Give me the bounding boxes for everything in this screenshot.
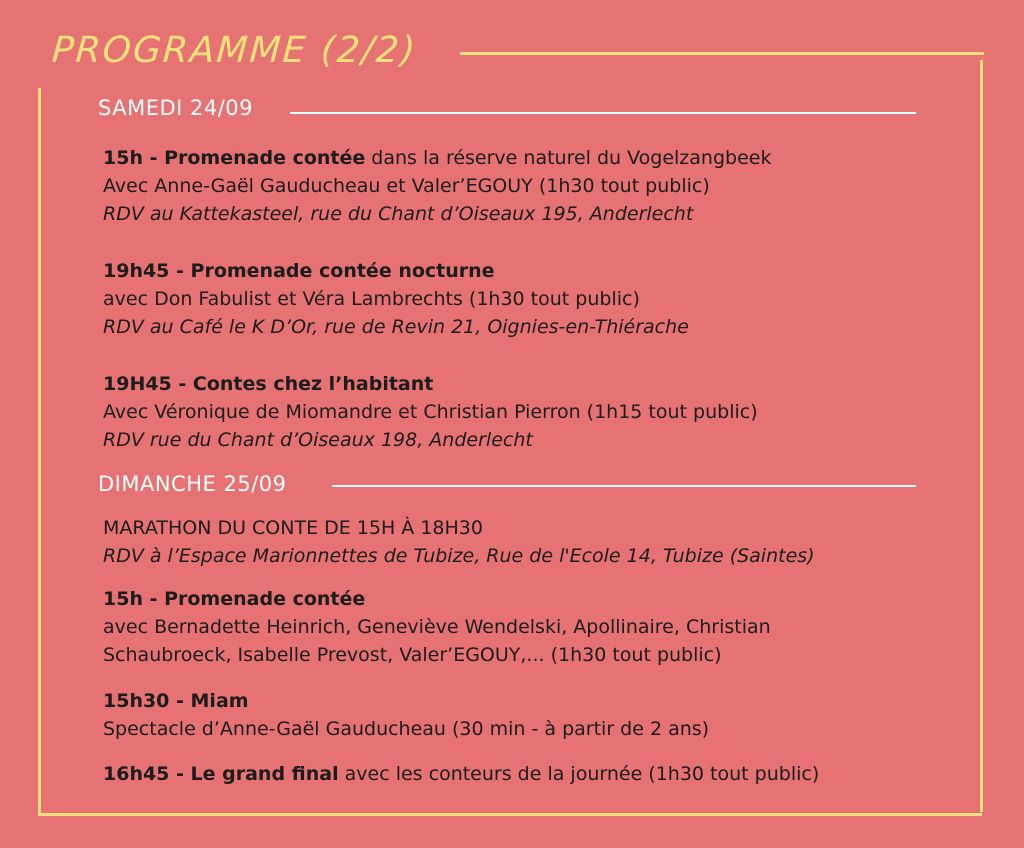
event-sun-1 xyxy=(103,585,964,669)
frame-bottom-rule xyxy=(40,813,982,816)
event-details: avec Don Fabulist et Véra Lambrechts (1h30 tout public) xyxy=(103,288,640,310)
event-heading xyxy=(103,370,964,398)
frame-top-rule xyxy=(460,52,984,55)
event-time-title: 19h45 - Promenade contée nocturne xyxy=(103,260,495,282)
event-heading xyxy=(103,687,964,715)
event-sun-3 xyxy=(103,760,964,788)
event-sun-marathon xyxy=(103,514,964,570)
event-sun-2 xyxy=(103,687,964,743)
event-details-line1: avec Bernadette Heinrich, Geneviève Wendelski, Apollinaire, Christian xyxy=(103,616,771,638)
day-rule-saturday xyxy=(290,112,916,114)
day-header-saturday: SAMEDI 24/09 xyxy=(98,96,254,120)
day-header-sunday: DIMANCHE 25/09 xyxy=(98,472,287,496)
event-location: RDV au Kattekasteel, rue du Chant d’Oiseaux 195, Anderlecht xyxy=(103,203,694,225)
event-time-title: 15h - Promenade contée xyxy=(103,588,366,610)
event-heading xyxy=(103,760,964,788)
day-rule-sunday xyxy=(332,485,916,487)
event-details-line2: Schaubroeck, Isabelle Prevost, Valer’EGOUY,... (1h30 tout public) xyxy=(103,644,722,666)
event-sat-3 xyxy=(103,370,964,454)
event-time-title: 15h - Promenade contée xyxy=(103,147,366,169)
event-time-title: 16h45 - Le grand final xyxy=(103,763,339,785)
event-title-suffix: dans la réserve naturel du Vogelzangbeek xyxy=(365,147,772,169)
event-details: Spectacle d’Anne-Gaël Gauducheau (30 min - à partir de 2 ans) xyxy=(103,718,710,740)
event-location: RDV au Café le K D’Or, rue de Revin 21, Oignies-en-Thiérache xyxy=(103,316,689,338)
event-details: Avec Anne-Gaël Gauducheau et Valer’EGOUY (1h30 tout public) xyxy=(103,175,710,197)
page-title: PROGRAMME (2/2) xyxy=(50,30,419,71)
event-location: RDV rue du Chant d’Oiseaux 198, Anderlecht xyxy=(103,429,533,451)
event-details: Avec Véronique de Miomandre et Christian Pierron (1h15 tout public) xyxy=(103,401,758,423)
frame-left-rule xyxy=(38,88,41,816)
event-heading xyxy=(103,585,964,613)
event-sat-2 xyxy=(103,257,964,341)
event-time-title: 15h30 - Miam xyxy=(103,690,249,712)
marathon-location: RDV à l’Espace Marionnettes de Tubize, Rue de l'Ecole 14, Tubize (Saintes) xyxy=(103,545,815,567)
event-heading xyxy=(103,257,964,285)
event-time-title: 19H45 - Contes chez l’habitant xyxy=(103,373,434,395)
marathon-title: MARATHON DU CONTE DE 15H À 18H30 xyxy=(103,517,483,539)
event-heading xyxy=(103,144,964,172)
frame-right-rule xyxy=(980,60,983,812)
event-sat-1 xyxy=(103,144,964,228)
event-title-suffix: avec les conteurs de la journée (1h30 tout public) xyxy=(338,763,820,785)
